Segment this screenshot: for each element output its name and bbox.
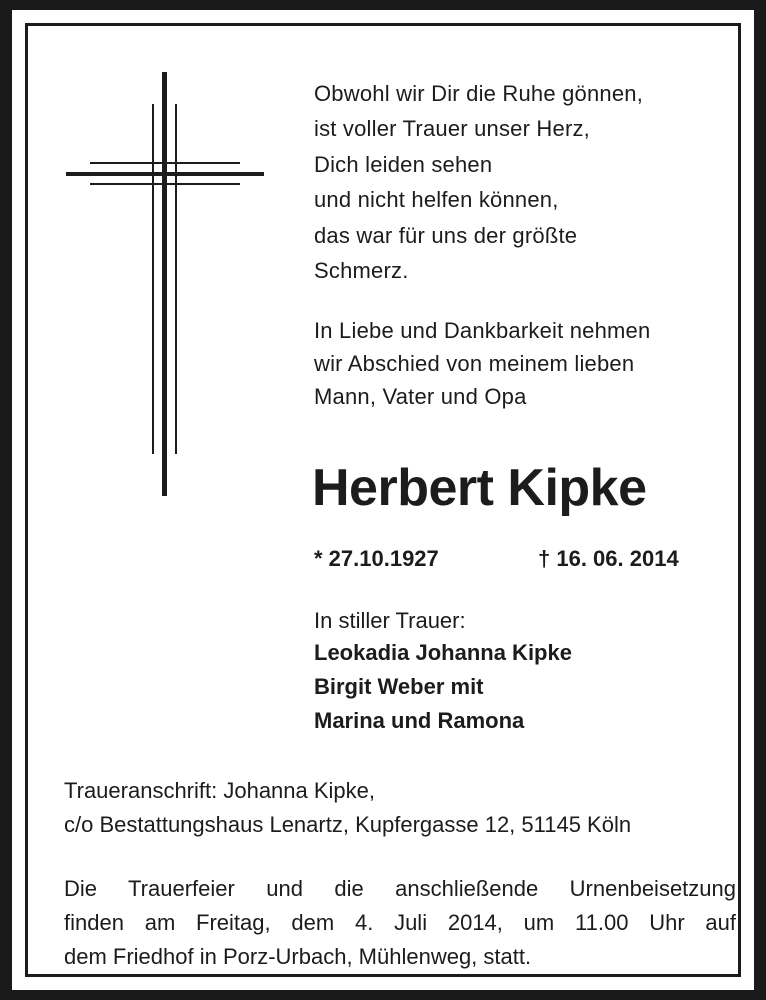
- mourning-address: [64, 774, 631, 842]
- mourners-list: [314, 636, 572, 738]
- farewell-intro: [314, 314, 650, 413]
- mourner-name: Birgit Weber mit: [314, 674, 484, 699]
- mourners-label: In stiller Trauer:: [314, 608, 466, 633]
- poem-verse: [314, 76, 643, 288]
- address-line: c/o Bestattungshaus Lenartz, Kupfergasse 12, 51145 Köln: [64, 812, 632, 837]
- intro-line: Mann, Vater und Opa: [314, 384, 527, 409]
- birth-date: * 27.10.1927: [314, 546, 439, 571]
- service-line: Die Trauerfeier und die anschließende Urnenbeisetzung: [64, 876, 736, 901]
- service-line: finden am Freitag, dem 4. Juli 2014, um 11.00 Uhr auf: [64, 910, 736, 935]
- mourner-name: Marina und Ramona: [314, 708, 525, 733]
- poem-line: Obwohl wir Dir die Ruhe gönnen,: [314, 81, 644, 106]
- poem-line: ist voller Trauer unser Herz,: [314, 116, 590, 142]
- deceased-name: Herbert Kipke: [312, 459, 647, 517]
- address-line: Traueranschrift: Johanna Kipke,: [64, 778, 376, 803]
- service-details: [64, 872, 736, 974]
- poem-line: Dich leiden sehen: [314, 151, 493, 177]
- border-frame: [25, 23, 741, 977]
- poem-line: Schmerz.: [314, 258, 409, 284]
- intro-line: In Liebe und Dankbarkeit nehmen: [314, 318, 651, 343]
- poem-line: und nicht helfen können,: [314, 187, 559, 213]
- cross-icon: [66, 72, 264, 496]
- death-date: † 16. 06. 2014: [538, 546, 679, 571]
- service-line: dem Friedhof in Porz-Urbach, Mühlenweg, statt.: [64, 944, 532, 969]
- intro-line: wir Abschied von meinem lieben: [314, 351, 635, 376]
- obituary-card: [12, 10, 754, 990]
- poem-line: das war für uns der größte: [314, 222, 578, 248]
- mourner-name: Leokadia Johanna Kipke: [314, 640, 572, 665]
